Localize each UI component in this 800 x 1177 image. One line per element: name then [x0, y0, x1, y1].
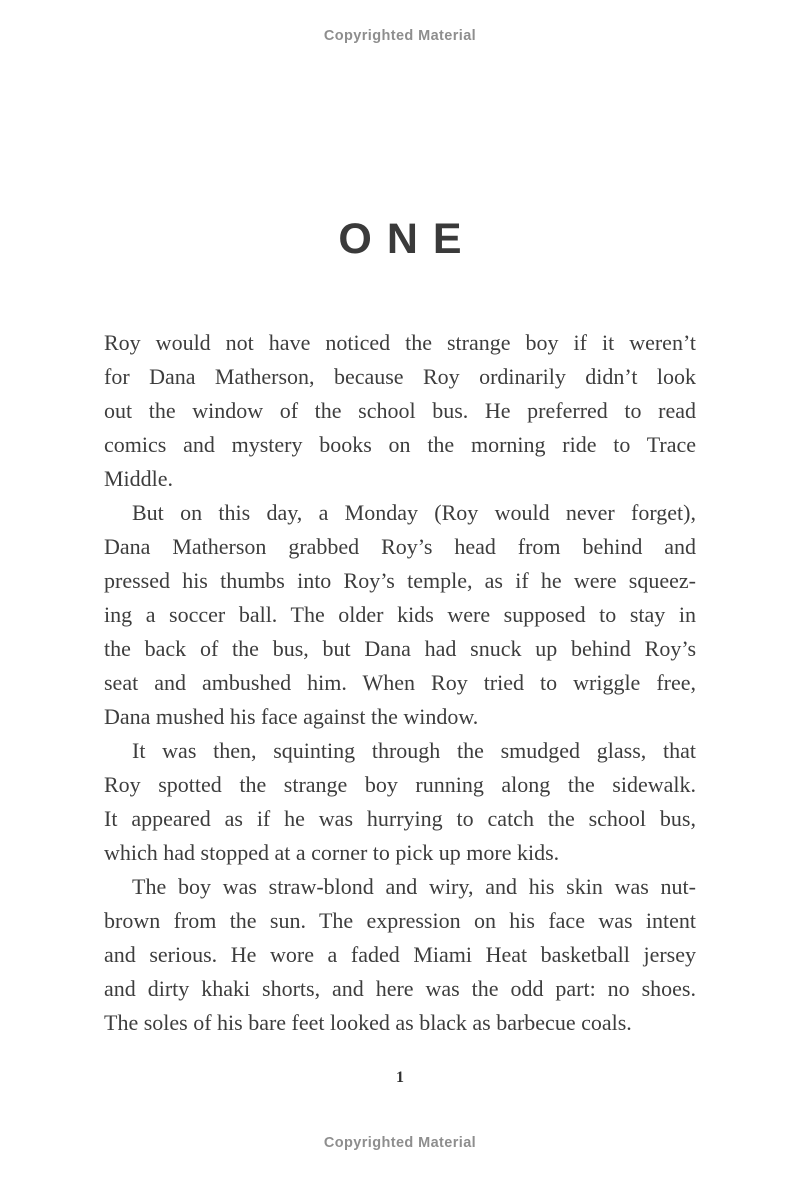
text-line: The boy was straw-blond and wiry, and his skin was nut- [132, 874, 696, 899]
text-line: seat and ambushed him. When Roy tried to wriggle free, [104, 670, 696, 695]
text-line: comics and mystery books on the morning ride to Trace [104, 432, 696, 457]
text-line: and serious. He wore a faded Miami Heat basketball jersey [104, 942, 696, 967]
text-line: It appeared as if he was hurrying to catch the school bus, [104, 806, 696, 831]
copyright-notice-top: Copyrighted Material [323, 28, 477, 44]
text-line: Roy spotted the strange boy running along the sidewalk. [104, 772, 696, 797]
text-line: The soles of his bare feet looked as black as barbecue coals. [104, 1010, 632, 1035]
paragraph [104, 496, 696, 734]
text-line: But on this day, a Monday (Roy would never forget), [132, 500, 696, 525]
text-line: for Dana Matherson, because Roy ordinarily didn’t look [104, 364, 696, 389]
text-line: It was then, squinting through the smudged glass, that [132, 738, 696, 763]
text-line: Middle. [104, 466, 174, 491]
text-line: Dana Matherson grabbed Roy’s head from behind and [104, 534, 696, 559]
text-line: and dirty khaki shorts, and here was the odd part: no shoes. [104, 976, 696, 1001]
body-text [104, 326, 696, 1040]
text-line: pressed his thumbs into Roy’s temple, as if he were squeez- [104, 568, 696, 593]
text-line: the back of the bus, but Dana had snuck up behind Roy’s [104, 636, 696, 661]
text-line: out the window of the school bus. He preferred to read [104, 398, 696, 423]
text-line: which had stopped at a corner to pick up more kids. [104, 840, 560, 865]
paragraph [104, 870, 696, 1040]
chapter-title: ONE [338, 215, 477, 263]
text-line: Dana mushed his face against the window. [104, 704, 479, 729]
text-line: Roy would not have noticed the strange boy if it weren’t [104, 330, 696, 355]
text-line: brown from the sun. The expression on his face was intent [104, 908, 696, 933]
copyright-notice-bottom: Copyrighted Material [323, 1135, 477, 1151]
text-line: ing a soccer ball. The older kids were supposed to stay in [104, 602, 696, 627]
page-number: 1 [396, 1069, 404, 1086]
paragraph [104, 734, 696, 870]
paragraph [104, 326, 696, 496]
